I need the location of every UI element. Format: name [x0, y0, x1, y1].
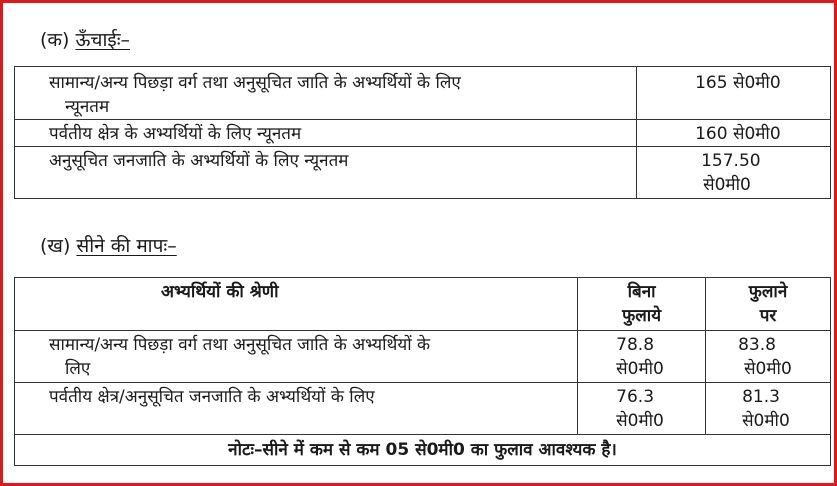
section-b-prefix: (ख): [40, 235, 71, 257]
height-value-cell: [637, 147, 831, 199]
chest-v2-cell: [706, 383, 831, 435]
table-header-row: [15, 278, 831, 331]
section-b-heading: [40, 234, 177, 258]
chest-table: [14, 277, 831, 466]
chest-v1: 78.8: [616, 335, 655, 355]
no-inflation-label: बिना: [627, 282, 656, 302]
height-label-cell: [15, 120, 637, 147]
note-row: [15, 435, 831, 466]
inflated-label: फुलाने: [748, 282, 788, 302]
chest-label-cell: [15, 331, 578, 383]
height-value-cell: [637, 120, 831, 147]
chest-label: पर्वतीय क्षेत्र/अनुसूचित जनजाति के अभ्यर्थियों के लिए: [49, 387, 375, 407]
note-cell: [15, 435, 831, 466]
table-row: [15, 331, 831, 383]
chest-v2-unit: से0मी0: [742, 411, 790, 431]
chest-v2-cell: [706, 331, 831, 383]
height-label: पर्वतीय क्षेत्र के अभ्यर्थियों के लिए न्यूनतम: [49, 124, 302, 144]
chest-v2: 81.3: [742, 387, 780, 407]
category-header-label: अभ्यर्थियों की श्रेणी: [161, 282, 279, 302]
chest-v2: 83.8: [738, 335, 776, 355]
height-value-cell: [637, 67, 831, 120]
height-label: सामान्य/अन्य पिछड़ा वर्ग तथा अनुसूचित जाति के अभ्यर्थियों के लिए: [49, 73, 461, 93]
no-inflation-label-cont: फुलाये: [622, 306, 662, 326]
chest-v1-cell: [578, 383, 706, 435]
height-value: 160 से0मी0: [695, 124, 781, 144]
height-table: [14, 66, 831, 199]
chest-v1-unit: से0मी0: [616, 411, 664, 431]
chest-label-cont: लिए: [65, 359, 91, 379]
chest-v1: 76.3: [616, 387, 655, 407]
height-label-cont: न्यूनतम: [65, 97, 110, 117]
chest-label-cell: [15, 383, 578, 435]
height-label-cell: [15, 147, 637, 199]
table-row: [15, 147, 831, 199]
height-label-cell: [15, 67, 637, 120]
chest-v2-unit: से0मी0: [744, 359, 792, 379]
chest-v1-cell: [578, 331, 706, 383]
note-text: नोटः–सीने में कम से कम 05 से0मी0 का फुलाव आवश्यक है।: [228, 440, 617, 460]
no-inflation-header: [578, 278, 706, 331]
table-row: [15, 120, 831, 147]
inflated-label-cont: पर: [759, 306, 777, 326]
chest-v1-unit: से0मी0: [616, 359, 664, 379]
section-a-title: ऊँचाईः–: [75, 29, 131, 51]
table-row: [15, 383, 831, 435]
section-a-heading: [40, 28, 130, 52]
section-a-prefix: (क): [40, 29, 70, 51]
table-row: [15, 67, 831, 120]
chest-label: सामान्य/अन्य पिछड़ा वर्ग तथा अनुसूचित जाति के अभ्यर्थियों के: [49, 335, 431, 355]
height-value-unit: से0मी0: [703, 175, 751, 195]
section-b-title: सीने की मापः–: [76, 235, 177, 257]
category-header: [15, 278, 578, 331]
height-value: 157.50: [701, 151, 761, 171]
height-label: अनुसूचित जनजाति के अभ्यर्थियों के लिए न्यूनतम: [49, 151, 349, 171]
inflated-header: [706, 278, 831, 331]
height-value: 165 से0मी0: [695, 73, 781, 93]
